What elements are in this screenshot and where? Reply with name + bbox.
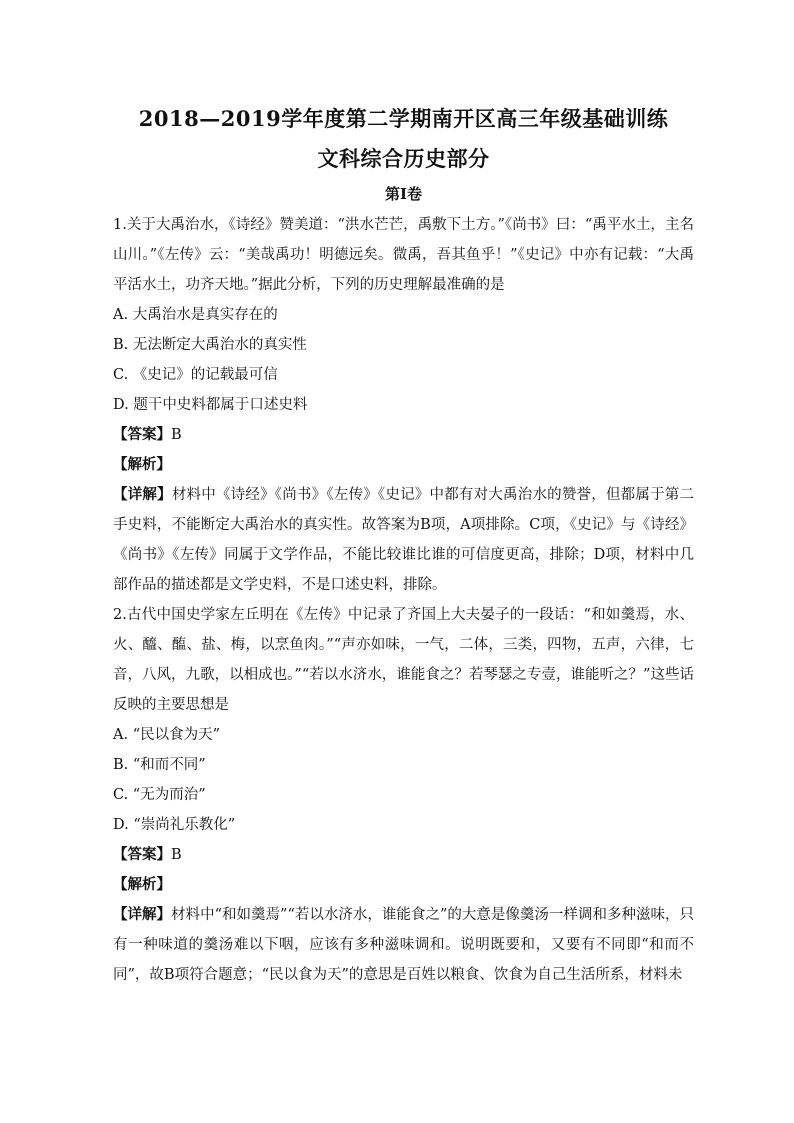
detail-text: 材料中“和如羹焉”“若以水济水，谁能食之”的大意是像羹汤一样调和多种滋味，只有一种味道的羹汤难以下咽，应该有多种滋味调和。说明既要和，又要有不同即“和而不同”，故B项符合题意；“民以食为天”的意思是百姓以粮食、饮食为自己生活所系，材料未 xyxy=(113,907,695,983)
answer-label: 【答案】 xyxy=(113,846,171,863)
question-2 xyxy=(113,600,694,990)
detail-label: 【详解】 xyxy=(113,906,172,923)
detail-paragraph xyxy=(113,480,694,600)
answer-line xyxy=(113,840,694,870)
option-c: C. “无为而治” xyxy=(113,787,206,803)
detail-paragraph xyxy=(113,900,694,990)
option-a: A. “民以食为天” xyxy=(113,727,221,743)
page-title: 2018—2019学年度第二学期南开区高三年级基础训练 xyxy=(138,106,669,131)
analysis-line xyxy=(113,450,694,480)
analysis-line xyxy=(113,870,694,900)
option-a: A. 大禹治水是真实存在的 xyxy=(113,307,278,323)
option-d: D. 题干中史料都属于口述史料 xyxy=(113,397,308,413)
question-stem: 1.关于大禹治水，《诗经》赞美道：“洪水芒芒，禹敷下土方。”《尚书》曰：“禹平水土，主名山川。”《左传》云：“美哉禹功！明德远矣。微禹，吾其鱼乎！”《史记》中亦有记载：“大禹平活水土，功齐天地。”据此分析，下列的历史理解最准确的是 xyxy=(113,217,694,293)
page-subtitle: 文科综合历史部分 xyxy=(317,146,490,171)
answer-value: B xyxy=(171,847,182,863)
option-c: C. 《史记》的记载最可信 xyxy=(113,367,278,383)
question-1 xyxy=(113,210,694,600)
option-b: B. 无法断定大禹治水的真实性 xyxy=(113,337,307,353)
analysis-label: 【解析】 xyxy=(113,456,171,473)
answer-value: B xyxy=(171,427,182,443)
answer-label: 【答案】 xyxy=(113,426,171,443)
question-stem: 2.古代中国史学家左丘明在《左传》中记录了齐国上大夫晏子的一段话：“和如羹焉，水、火、醯、醢、盐、梅，以烹鱼肉。”“声亦如味，一气，二体，三类，四物，五声，六律，七音，八风，九歌，以相成也。”“若以水济水，谁能食之？若琴瑟之专壹，谁能听之？”这些话反映的主要思想是 xyxy=(113,607,694,713)
analysis-label: 【解析】 xyxy=(113,876,171,893)
detail-label: 【详解】 xyxy=(113,486,172,503)
option-b: B. “和而不同” xyxy=(113,757,206,773)
detail-text: 材料中《诗经》《尚书》《左传》《史记》中都有对大禹治水的赞誉，但都属于第二手史料，不能断定大禹治水的真实性。故答案为B项，A项排除。C项，《史记》与《诗经》《尚书》《左传》同属于文学作品，不能比较谁比谁的可信度更高，排除；D项，材料中几部作品的描述都是文学史料，不是口述史料，排除。 xyxy=(113,487,694,593)
answer-line xyxy=(113,420,694,450)
section-heading: 第I卷 xyxy=(384,185,423,203)
option-d: D. “崇尚礼乐教化” xyxy=(113,817,236,833)
